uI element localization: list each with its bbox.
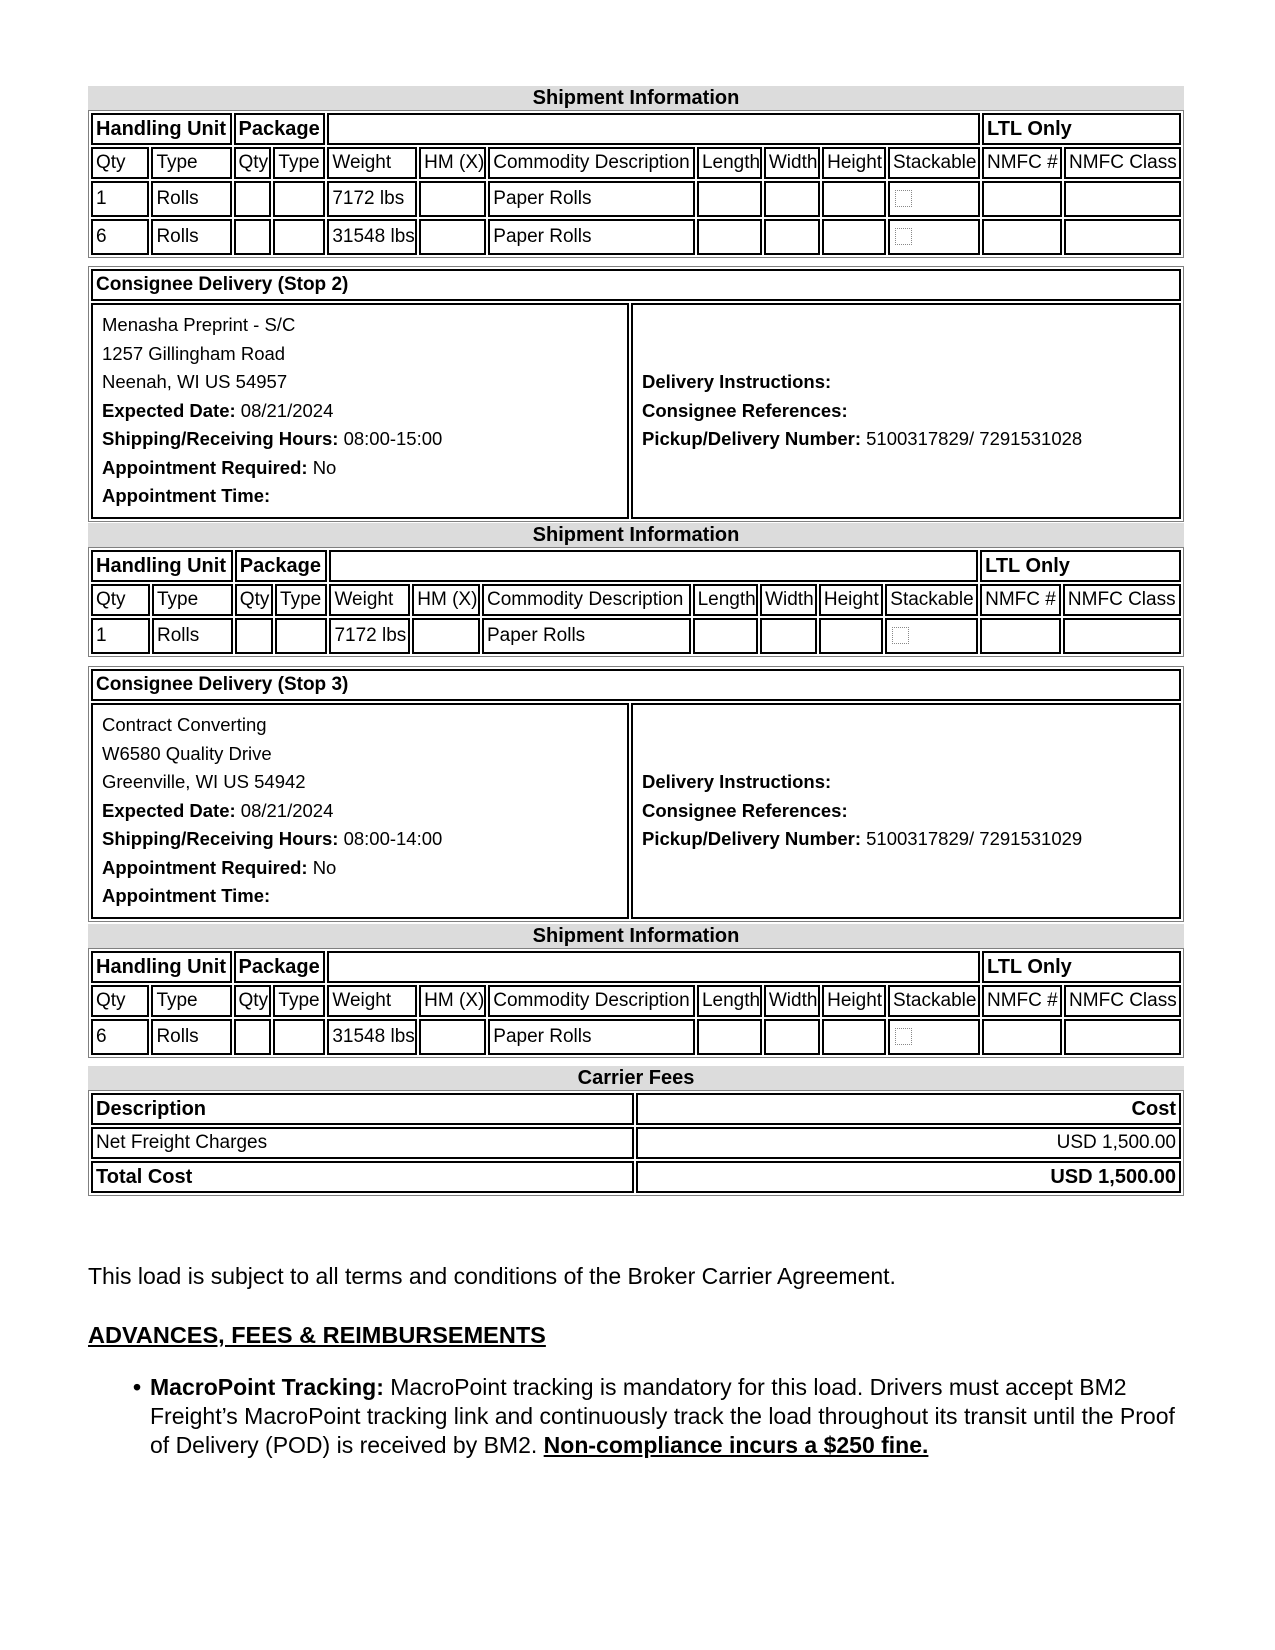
cell-weight: 7172 lbs	[327, 181, 417, 217]
col-pkg-type: Type	[273, 147, 325, 179]
delivery-instructions-label: Delivery Instructions:	[642, 771, 832, 792]
table-row	[91, 618, 1181, 654]
col-nmfc-class: NMFC Class	[1064, 147, 1181, 179]
carrier-fees-table	[88, 1090, 1184, 1196]
shipment-info-2	[88, 523, 1184, 657]
col-width: Width	[764, 985, 820, 1017]
package-header: Package	[235, 550, 328, 582]
fees-col-cost: Cost	[636, 1093, 1181, 1125]
cell-hm	[419, 219, 486, 255]
consignee-address1: W6580 Quality Drive	[102, 742, 272, 764]
stackable-checkbox[interactable]	[892, 627, 909, 644]
shipment-info-3	[88, 924, 1184, 1058]
consignee-address-cell	[91, 703, 629, 919]
cell-nmfc-num	[982, 181, 1062, 217]
cell-length	[693, 618, 759, 654]
col-hm: HM (X)	[419, 985, 486, 1017]
cell-qty: 6	[91, 219, 149, 255]
col-height: Height	[822, 985, 886, 1017]
cell-commodity: Paper Rolls	[482, 618, 691, 654]
consignee-table	[88, 266, 1184, 522]
pickup-delivery-value: 5100317829/ 7291531028	[866, 428, 1083, 449]
cell-type: Rolls	[151, 181, 231, 217]
col-pkg-qty: Qty	[234, 985, 272, 1017]
package-header: Package	[234, 113, 326, 145]
cell-height	[822, 219, 886, 255]
blank-header	[327, 113, 980, 145]
handling-unit-header: Handling Unit	[91, 550, 233, 582]
col-width: Width	[760, 584, 817, 616]
stackable-checkbox[interactable]	[895, 1028, 912, 1045]
cell-commodity: Paper Rolls	[488, 1019, 695, 1055]
ltl-only-header: LTL Only	[982, 113, 1181, 145]
col-type: Type	[151, 985, 231, 1017]
cell-pkg-qty	[234, 181, 272, 217]
consignee-stop-2	[88, 266, 1184, 522]
cell-commodity: Paper Rolls	[488, 181, 695, 217]
expected-date-value: 08/21/2024	[240, 799, 334, 821]
col-stackable: Stackable	[885, 584, 978, 616]
section-title: Shipment Information	[88, 924, 1184, 948]
cell-stackable	[888, 181, 980, 217]
carrier-fees-title: Carrier Fees	[88, 1066, 1184, 1090]
cell-length	[697, 1019, 762, 1055]
cell-nmfc-class	[1063, 618, 1181, 654]
advances-title: ADVANCES, FEES & REIMBURSEMENTS	[88, 1322, 546, 1348]
handling-unit-header: Handling Unit	[91, 113, 232, 145]
shipment-table	[88, 948, 1184, 1058]
consignee-references-label: Consignee References:	[642, 799, 848, 821]
handling-unit-header: Handling Unit	[91, 951, 232, 983]
hours-value: 08:00-15:00	[343, 428, 443, 449]
cell-height	[822, 181, 886, 217]
col-height: Height	[819, 584, 883, 616]
consignee-address2: Greenville, WI US 54942	[102, 771, 306, 792]
table-row	[91, 181, 1181, 217]
col-length: Length	[697, 985, 762, 1017]
cell-width	[764, 219, 820, 255]
cell-stackable	[888, 1019, 980, 1055]
expected-date-value: 08/21/2024	[240, 399, 334, 421]
cell-commodity: Paper Rolls	[488, 219, 695, 255]
bullet-label: MacroPoint Tracking:	[150, 1374, 384, 1400]
consignee-address2: Neenah, WI US 54957	[102, 371, 288, 392]
appt-time-label: Appointment Time:	[102, 485, 271, 506]
consignee-title: Consignee Delivery (Stop 3)	[91, 669, 1181, 701]
col-hm: HM (X)	[412, 584, 480, 616]
fees-col-description: Description	[91, 1093, 634, 1125]
col-pkg-qty: Qty	[235, 584, 273, 616]
appt-required-label: Appointment Required:	[102, 456, 308, 478]
hours-value: 08:00-14:00	[343, 828, 443, 849]
shipment-table	[88, 110, 1184, 258]
col-pkg-type: Type	[275, 584, 327, 616]
ltl-only-header: LTL Only	[982, 951, 1181, 983]
cell-pkg-type	[273, 219, 325, 255]
cell-weight: 31548 lbs	[327, 1019, 417, 1055]
col-qty: Qty	[91, 584, 150, 616]
section-title: Shipment Information	[88, 86, 1184, 110]
col-commodity: Commodity Description	[488, 147, 695, 179]
cell-weight: 7172 lbs	[329, 618, 410, 654]
col-weight: Weight	[327, 985, 417, 1017]
package-header: Package	[234, 951, 326, 983]
cell-stackable	[888, 219, 980, 255]
stackable-checkbox[interactable]	[895, 228, 912, 245]
terms-statement: This load is subject to all terms and conditions of the Broker Carrier Agreement.	[88, 1263, 896, 1289]
shipment-info-1	[88, 86, 1184, 258]
consignee-name: Contract Converting	[102, 714, 267, 735]
delivery-instructions-label: Delivery Instructions:	[642, 371, 832, 392]
col-pkg-qty: Qty	[234, 147, 272, 179]
blank-header	[329, 550, 978, 582]
fee-line-description: Net Freight Charges	[91, 1127, 634, 1159]
cell-nmfc-class	[1064, 219, 1181, 255]
appt-required-label: Appointment Required:	[102, 856, 308, 878]
cell-pkg-type	[273, 1019, 325, 1055]
consignee-title: Consignee Delivery (Stop 2)	[91, 269, 1181, 301]
col-weight: Weight	[327, 147, 417, 179]
col-stackable: Stackable	[888, 147, 980, 179]
consignee-instructions-cell	[631, 303, 1181, 519]
cell-nmfc-num	[980, 618, 1061, 654]
stackable-checkbox[interactable]	[895, 190, 912, 207]
total-cost-label: Total Cost	[91, 1161, 634, 1193]
cell-type: Rolls	[152, 618, 233, 654]
col-commodity: Commodity Description	[482, 584, 691, 616]
appt-required-value: No	[312, 456, 337, 478]
col-nmfc-num: NMFC #	[982, 147, 1062, 179]
cell-hm	[412, 618, 480, 654]
bullet-emphasis: Non-compliance incurs a $250 fine.	[543, 1432, 929, 1458]
cell-length	[697, 219, 762, 255]
col-nmfc-num: NMFC #	[982, 985, 1062, 1017]
col-qty: Qty	[91, 147, 149, 179]
col-length: Length	[697, 147, 762, 179]
appt-time-label: Appointment Time:	[102, 885, 271, 906]
macropoint-bullet	[133, 1373, 1185, 1460]
table-row	[91, 1127, 1181, 1159]
col-nmfc-num: NMFC #	[980, 584, 1061, 616]
pickup-delivery-label: Pickup/Delivery Number:	[642, 828, 861, 849]
consignee-address-cell	[91, 303, 629, 519]
cell-type: Rolls	[151, 1019, 231, 1055]
cell-width	[764, 181, 820, 217]
cell-qty: 1	[91, 181, 149, 217]
consignee-stop-3	[88, 666, 1184, 922]
cell-weight: 31548 lbs	[327, 219, 417, 255]
col-qty: Qty	[91, 985, 149, 1017]
col-weight: Weight	[329, 584, 410, 616]
cell-width	[760, 618, 817, 654]
expected-date-label: Expected Date:	[102, 799, 236, 821]
cell-nmfc-num	[982, 219, 1062, 255]
col-stackable: Stackable	[888, 985, 980, 1017]
cell-type: Rolls	[151, 219, 231, 255]
table-row	[91, 1161, 1181, 1193]
col-type: Type	[152, 584, 233, 616]
blank-header	[327, 951, 980, 983]
consignee-instructions-cell	[631, 703, 1181, 919]
ltl-only-header: LTL Only	[980, 550, 1181, 582]
col-type: Type	[151, 147, 231, 179]
bullet-text: MacroPoint tracking is mandatory for this load. Drivers must accept BM2 Freight’s MacroPoint tracking link and continuously track the load throughout its transit until the Proof of Delivery (POD) is received by BM2.	[150, 1374, 1175, 1458]
cell-pkg-type	[273, 181, 325, 217]
table-row	[91, 219, 1181, 255]
cell-height	[822, 1019, 886, 1055]
cell-nmfc-class	[1064, 1019, 1181, 1055]
cell-nmfc-class	[1064, 181, 1181, 217]
cell-width	[764, 1019, 820, 1055]
expected-date-label: Expected Date:	[102, 399, 236, 421]
cell-pkg-qty	[235, 618, 273, 654]
col-nmfc-class: NMFC Class	[1063, 584, 1181, 616]
appt-required-value: No	[312, 856, 337, 878]
col-pkg-type: Type	[273, 985, 325, 1017]
cell-height	[819, 618, 883, 654]
cell-hm	[419, 1019, 486, 1055]
col-length: Length	[693, 584, 759, 616]
cell-nmfc-num	[982, 1019, 1062, 1055]
col-commodity: Commodity Description	[488, 985, 695, 1017]
cell-hm	[419, 181, 486, 217]
hours-label: Shipping/Receiving Hours:	[102, 828, 339, 849]
col-hm: HM (X)	[419, 147, 486, 179]
consignee-address1: 1257 Gillingham Road	[102, 342, 286, 364]
fee-line-cost: USD 1,500.00	[636, 1127, 1181, 1159]
consignee-references-label: Consignee References:	[642, 399, 848, 421]
bullet-dot-icon: •	[133, 1374, 142, 1400]
section-title: Shipment Information	[88, 523, 1184, 547]
table-row	[91, 1019, 1181, 1055]
cell-qty: 1	[91, 618, 150, 654]
cell-qty: 6	[91, 1019, 149, 1055]
carrier-fees	[88, 1066, 1184, 1196]
hours-label: Shipping/Receiving Hours:	[102, 428, 339, 449]
pickup-delivery-label: Pickup/Delivery Number:	[642, 428, 861, 449]
cell-stackable	[885, 618, 978, 654]
cell-pkg-type	[275, 618, 327, 654]
shipment-table	[88, 547, 1184, 657]
col-height: Height	[822, 147, 886, 179]
col-nmfc-class: NMFC Class	[1064, 985, 1181, 1017]
cell-length	[697, 181, 762, 217]
col-width: Width	[764, 147, 820, 179]
total-cost-value: USD 1,500.00	[636, 1161, 1181, 1193]
pickup-delivery-value: 5100317829/ 7291531029	[866, 828, 1083, 849]
consignee-name: Menasha Preprint - S/C	[102, 314, 296, 335]
consignee-table	[88, 666, 1184, 922]
cell-pkg-qty	[234, 1019, 272, 1055]
cell-pkg-qty	[234, 219, 272, 255]
